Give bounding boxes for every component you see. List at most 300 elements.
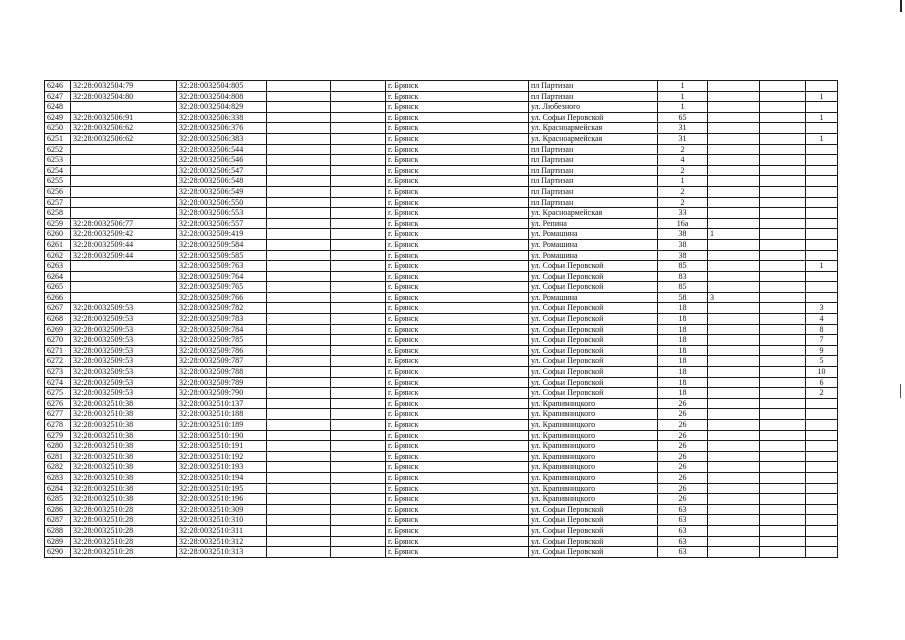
room-number-cell: 8 <box>806 324 838 335</box>
street-cell: ул. Крапивницкого <box>529 451 658 462</box>
room-number-cell <box>806 155 838 166</box>
parcel-cadastral-number <box>71 292 177 303</box>
empty-cell <box>267 525 331 536</box>
city-cell: г. Брянск <box>386 102 529 113</box>
object-cadastral-number: 32:28:0032506:547 <box>177 165 267 176</box>
table-row <box>45 504 838 515</box>
empty-cell <box>267 176 331 187</box>
row-number: 6260 <box>45 229 71 240</box>
table-row <box>45 81 838 92</box>
object-cadastral-number: 32:28:0032510:196 <box>177 494 267 505</box>
flat-number-cell <box>708 91 760 102</box>
object-cadastral-number: 32:28:0032506:383 <box>177 133 267 144</box>
object-cadastral-number: 32:28:0032506:546 <box>177 155 267 166</box>
house-number-cell: 26 <box>658 472 708 483</box>
empty-cell <box>760 525 806 536</box>
flat-number-cell <box>708 186 760 197</box>
city-cell: г. Брянск <box>386 165 529 176</box>
empty-cell <box>331 123 386 134</box>
empty-cell <box>267 123 331 134</box>
empty-cell <box>760 303 806 314</box>
room-number-cell <box>806 547 838 558</box>
street-cell: ул. Крапивницкого <box>529 494 658 505</box>
flat-number-cell <box>708 176 760 187</box>
parcel-cadastral-number <box>71 261 177 272</box>
street-cell: ул. Софьи Перовской <box>529 345 658 356</box>
room-number-cell <box>806 494 838 505</box>
empty-cell <box>267 356 331 367</box>
table-row <box>45 261 838 272</box>
street-cell: ул. Ромашина <box>529 229 658 240</box>
table-row <box>45 483 838 494</box>
flat-number-cell <box>708 112 760 123</box>
flat-number-cell <box>708 430 760 441</box>
street-cell: ул. Софьи Перовской <box>529 282 658 293</box>
parcel-cadastral-number: 32:28:0032510:38 <box>71 494 177 505</box>
house-number-cell: 4 <box>658 155 708 166</box>
empty-cell <box>267 324 331 335</box>
street-cell: пл Партизан <box>529 155 658 166</box>
city-cell: г. Брянск <box>386 504 529 515</box>
table-row <box>45 155 838 166</box>
table-row <box>45 91 838 102</box>
table-row <box>45 335 838 346</box>
street-cell: ул. Софьи Перовской <box>529 525 658 536</box>
flat-number-cell <box>708 81 760 92</box>
empty-cell <box>331 462 386 473</box>
empty-cell <box>760 324 806 335</box>
empty-cell <box>267 409 331 420</box>
parcel-cadastral-number: 32:28:0032509:44 <box>71 250 177 261</box>
empty-cell <box>331 208 386 219</box>
table-row <box>45 282 838 293</box>
flat-number-cell <box>708 377 760 388</box>
empty-cell <box>331 239 386 250</box>
empty-cell <box>760 409 806 420</box>
city-cell: г. Брянск <box>386 451 529 462</box>
room-number-cell <box>806 239 838 250</box>
street-cell: пл Партизан <box>529 176 658 187</box>
room-number-cell: 2 <box>806 388 838 399</box>
empty-cell <box>267 377 331 388</box>
row-number: 6290 <box>45 547 71 558</box>
room-number-cell <box>806 451 838 462</box>
house-number-cell: 31 <box>658 123 708 134</box>
flat-number-cell <box>708 123 760 134</box>
street-cell: ул. Софьи Перовской <box>529 388 658 399</box>
room-number-cell <box>806 472 838 483</box>
object-cadastral-number: 32:28:0032510:137 <box>177 398 267 409</box>
row-number: 6256 <box>45 186 71 197</box>
empty-cell <box>267 218 331 229</box>
flat-number-cell <box>708 388 760 399</box>
street-cell: ул. Красноармейская <box>529 133 658 144</box>
object-cadastral-number: 32:28:0032504:808 <box>177 91 267 102</box>
empty-cell <box>267 504 331 515</box>
object-cadastral-number: 32:28:0032506:550 <box>177 197 267 208</box>
parcel-cadastral-number: 32:28:0032510:38 <box>71 398 177 409</box>
street-cell: пл Партизан <box>529 91 658 102</box>
house-number-cell: 26 <box>658 409 708 420</box>
object-cadastral-number: 32:28:0032510:309 <box>177 504 267 515</box>
room-number-cell <box>806 250 838 261</box>
city-cell: г. Брянск <box>386 112 529 123</box>
room-number-cell: 1 <box>806 133 838 144</box>
row-number: 6283 <box>45 472 71 483</box>
empty-cell <box>760 239 806 250</box>
flat-number-cell <box>708 409 760 420</box>
empty-cell <box>331 112 386 123</box>
empty-cell <box>331 483 386 494</box>
empty-cell <box>331 324 386 335</box>
parcel-cadastral-number: 32:28:0032506:77 <box>71 218 177 229</box>
empty-cell <box>760 102 806 113</box>
table-row <box>45 123 838 134</box>
house-number-cell: 18 <box>658 377 708 388</box>
empty-cell <box>331 515 386 526</box>
empty-cell <box>267 292 331 303</box>
street-cell: ул. Софьи Перовской <box>529 261 658 272</box>
table-row <box>45 388 838 399</box>
row-number: 6262 <box>45 250 71 261</box>
flat-number-cell <box>708 335 760 346</box>
house-number-cell: 85 <box>658 261 708 272</box>
city-cell: г. Брянск <box>386 176 529 187</box>
parcel-cadastral-number: 32:28:0032509:53 <box>71 314 177 325</box>
row-number: 6272 <box>45 356 71 367</box>
street-cell: ул. Крапивницкого <box>529 483 658 494</box>
object-cadastral-number: 32:28:0032510:191 <box>177 441 267 452</box>
empty-cell <box>760 229 806 240</box>
object-cadastral-number: 32:28:0032509:584 <box>177 239 267 250</box>
empty-cell <box>267 345 331 356</box>
street-cell: ул. Любезного <box>529 102 658 113</box>
room-number-cell <box>806 398 838 409</box>
empty-cell <box>760 441 806 452</box>
parcel-cadastral-number <box>71 144 177 155</box>
street-cell: ул. Красноармейская <box>529 208 658 219</box>
empty-cell <box>331 547 386 558</box>
room-number-cell <box>806 123 838 134</box>
room-number-cell <box>806 525 838 536</box>
house-number-cell: 18 <box>658 314 708 325</box>
empty-cell <box>267 102 331 113</box>
city-cell: г. Брянск <box>386 367 529 378</box>
room-number-cell <box>806 504 838 515</box>
room-number-cell: 3 <box>806 303 838 314</box>
object-cadastral-number: 32:28:0032506:557 <box>177 218 267 229</box>
empty-cell <box>760 398 806 409</box>
object-cadastral-number: 32:28:0032509:763 <box>177 261 267 272</box>
room-number-cell <box>806 292 838 303</box>
empty-cell <box>331 430 386 441</box>
empty-cell <box>331 504 386 515</box>
city-cell: г. Брянск <box>386 536 529 547</box>
row-number: 6275 <box>45 388 71 399</box>
flat-number-cell: 3 <box>708 292 760 303</box>
parcel-cadastral-number: 32:28:0032504:80 <box>71 91 177 102</box>
row-number: 6264 <box>45 271 71 282</box>
city-cell: г. Брянск <box>386 420 529 431</box>
street-cell: ул. Крапивницкого <box>529 441 658 452</box>
house-number-cell: 26 <box>658 441 708 452</box>
empty-cell <box>760 515 806 526</box>
empty-cell <box>760 123 806 134</box>
table-row <box>45 133 838 144</box>
table-row <box>45 377 838 388</box>
parcel-cadastral-number: 32:28:0032506:91 <box>71 112 177 123</box>
flat-number-cell <box>708 282 760 293</box>
room-number-cell: 5 <box>806 356 838 367</box>
object-cadastral-number: 32:28:0032506:544 <box>177 144 267 155</box>
parcel-cadastral-number <box>71 155 177 166</box>
parcel-cadastral-number: 32:28:0032510:38 <box>71 472 177 483</box>
room-number-cell <box>806 282 838 293</box>
house-number-cell: 26 <box>658 494 708 505</box>
empty-cell <box>267 261 331 272</box>
empty-cell <box>760 451 806 462</box>
object-cadastral-number: 32:28:0032510:188 <box>177 409 267 420</box>
room-number-cell <box>806 420 838 431</box>
empty-cell <box>331 250 386 261</box>
room-number-cell <box>806 102 838 113</box>
flat-number-cell <box>708 102 760 113</box>
house-number-cell: 26 <box>658 398 708 409</box>
parcel-cadastral-number: 32:28:0032509:44 <box>71 239 177 250</box>
row-number: 6246 <box>45 81 71 92</box>
row-number: 6250 <box>45 123 71 134</box>
empty-cell <box>331 261 386 272</box>
empty-cell <box>267 133 331 144</box>
street-cell: ул. Софьи Перовской <box>529 504 658 515</box>
registry-table <box>44 80 838 558</box>
table-row <box>45 303 838 314</box>
city-cell: г. Брянск <box>386 239 529 250</box>
registry-rows <box>45 81 838 558</box>
row-number: 6249 <box>45 112 71 123</box>
row-number: 6247 <box>45 91 71 102</box>
object-cadastral-number: 32:28:0032509:786 <box>177 345 267 356</box>
object-cadastral-number: 32:28:0032509:783 <box>177 314 267 325</box>
house-number-cell: 2 <box>658 197 708 208</box>
object-cadastral-number: 32:28:0032510:313 <box>177 547 267 558</box>
empty-cell <box>267 367 331 378</box>
flat-number-cell <box>708 314 760 325</box>
row-number: 6277 <box>45 409 71 420</box>
row-number: 6254 <box>45 165 71 176</box>
empty-cell <box>267 91 331 102</box>
object-cadastral-number: 32:28:0032509:789 <box>177 377 267 388</box>
city-cell: г. Брянск <box>386 409 529 420</box>
table-row <box>45 229 838 240</box>
row-number: 6265 <box>45 282 71 293</box>
house-number-cell: 26 <box>658 430 708 441</box>
empty-cell <box>267 303 331 314</box>
city-cell: г. Брянск <box>386 377 529 388</box>
empty-cell <box>760 91 806 102</box>
object-cadastral-number: 32:28:0032510:192 <box>177 451 267 462</box>
parcel-cadastral-number <box>71 282 177 293</box>
flat-number-cell <box>708 133 760 144</box>
empty-cell <box>331 197 386 208</box>
house-number-cell: 33 <box>658 208 708 219</box>
row-number: 6289 <box>45 536 71 547</box>
flat-number-cell <box>708 250 760 261</box>
empty-cell <box>267 144 331 155</box>
table-row <box>45 451 838 462</box>
empty-cell <box>331 133 386 144</box>
house-number-cell: 63 <box>658 547 708 558</box>
empty-cell <box>760 345 806 356</box>
city-cell: г. Брянск <box>386 292 529 303</box>
row-number: 6267 <box>45 303 71 314</box>
parcel-cadastral-number <box>71 176 177 187</box>
row-number: 6271 <box>45 345 71 356</box>
row-number: 6269 <box>45 324 71 335</box>
room-number-cell: 1 <box>806 261 838 272</box>
city-cell: г. Брянск <box>386 462 529 473</box>
object-cadastral-number: 32:28:0032504:829 <box>177 102 267 113</box>
empty-cell <box>331 155 386 166</box>
table-row <box>45 218 838 229</box>
empty-cell <box>760 218 806 229</box>
empty-cell <box>267 314 331 325</box>
street-cell: ул. Репина <box>529 218 658 229</box>
house-number-cell: 18 <box>658 367 708 378</box>
row-number: 6278 <box>45 420 71 431</box>
house-number-cell: 26 <box>658 483 708 494</box>
street-cell: ул. Ромашина <box>529 292 658 303</box>
empty-cell <box>760 165 806 176</box>
empty-cell <box>331 377 386 388</box>
house-number-cell: 31 <box>658 133 708 144</box>
empty-cell <box>267 441 331 452</box>
room-number-cell: 1 <box>806 91 838 102</box>
empty-cell <box>760 494 806 505</box>
street-cell: пл Партизан <box>529 81 658 92</box>
scan-edge-mark <box>900 0 902 12</box>
table-row <box>45 186 838 197</box>
table-row <box>45 430 838 441</box>
row-number: 6284 <box>45 483 71 494</box>
street-cell: ул. Софьи Перовской <box>529 314 658 325</box>
table-row <box>45 398 838 409</box>
row-number: 6288 <box>45 525 71 536</box>
object-cadastral-number: 32:28:0032506:376 <box>177 123 267 134</box>
room-number-cell <box>806 165 838 176</box>
empty-cell <box>267 483 331 494</box>
empty-cell <box>331 525 386 536</box>
row-number: 6282 <box>45 462 71 473</box>
city-cell: г. Брянск <box>386 303 529 314</box>
parcel-cadastral-number: 32:28:0032510:38 <box>71 409 177 420</box>
object-cadastral-number: 32:28:0032504:805 <box>177 81 267 92</box>
city-cell: г. Брянск <box>386 155 529 166</box>
room-number-cell <box>806 409 838 420</box>
street-cell: ул. Софьи Перовской <box>529 324 658 335</box>
table-row <box>45 239 838 250</box>
house-number-cell: 83 <box>658 271 708 282</box>
object-cadastral-number: 32:28:0032510:195 <box>177 483 267 494</box>
street-cell: ул. Софьи Перовской <box>529 356 658 367</box>
house-number-cell: 26 <box>658 462 708 473</box>
empty-cell <box>760 250 806 261</box>
table-row <box>45 250 838 261</box>
empty-cell <box>760 388 806 399</box>
city-cell: г. Брянск <box>386 483 529 494</box>
house-number-cell: 1 <box>658 91 708 102</box>
empty-cell <box>267 112 331 123</box>
empty-cell <box>760 504 806 515</box>
street-cell: ул. Крапивницкого <box>529 398 658 409</box>
house-number-cell: 63 <box>658 536 708 547</box>
parcel-cadastral-number: 32:28:0032510:38 <box>71 441 177 452</box>
object-cadastral-number: 32:28:0032510:311 <box>177 525 267 536</box>
empty-cell <box>331 388 386 399</box>
city-cell: г. Брянск <box>386 324 529 335</box>
row-number: 6273 <box>45 367 71 378</box>
street-cell: ул. Крапивницкого <box>529 472 658 483</box>
city-cell: г. Брянск <box>386 218 529 229</box>
empty-cell <box>760 176 806 187</box>
street-cell: ул. Софьи Перовской <box>529 367 658 378</box>
empty-cell <box>331 398 386 409</box>
empty-cell <box>760 536 806 547</box>
empty-cell <box>331 367 386 378</box>
object-cadastral-number: 32:28:0032510:194 <box>177 472 267 483</box>
parcel-cadastral-number: 32:28:0032509:53 <box>71 303 177 314</box>
room-number-cell <box>806 197 838 208</box>
street-cell: ул. Софьи Перовской <box>529 112 658 123</box>
city-cell: г. Брянск <box>386 186 529 197</box>
room-number-cell <box>806 229 838 240</box>
row-number: 6263 <box>45 261 71 272</box>
empty-cell <box>331 345 386 356</box>
flat-number-cell <box>708 462 760 473</box>
empty-cell <box>331 176 386 187</box>
city-cell: г. Брянск <box>386 197 529 208</box>
table-row <box>45 441 838 452</box>
parcel-cadastral-number: 32:28:0032506:62 <box>71 123 177 134</box>
parcel-cadastral-number <box>71 102 177 113</box>
room-number-cell <box>806 462 838 473</box>
empty-cell <box>331 451 386 462</box>
city-cell: г. Брянск <box>386 441 529 452</box>
city-cell: г. Брянск <box>386 515 529 526</box>
empty-cell <box>760 144 806 155</box>
street-cell: пл Партизан <box>529 144 658 155</box>
house-number-cell: 63 <box>658 515 708 526</box>
flat-number-cell <box>708 547 760 558</box>
house-number-cell: 1 <box>658 81 708 92</box>
empty-cell <box>760 197 806 208</box>
table-row <box>45 102 838 113</box>
row-number: 6255 <box>45 176 71 187</box>
empty-cell <box>331 494 386 505</box>
table-row <box>45 409 838 420</box>
empty-cell <box>760 356 806 367</box>
street-cell: пл Партизан <box>529 186 658 197</box>
empty-cell <box>760 335 806 346</box>
room-number-cell <box>806 144 838 155</box>
house-number-cell: 2 <box>658 144 708 155</box>
parcel-cadastral-number: 32:28:0032510:28 <box>71 504 177 515</box>
room-number-cell <box>806 81 838 92</box>
street-cell: ул. Софьи Перовской <box>529 377 658 388</box>
empty-cell <box>267 229 331 240</box>
city-cell: г. Брянск <box>386 345 529 356</box>
flat-number-cell <box>708 515 760 526</box>
